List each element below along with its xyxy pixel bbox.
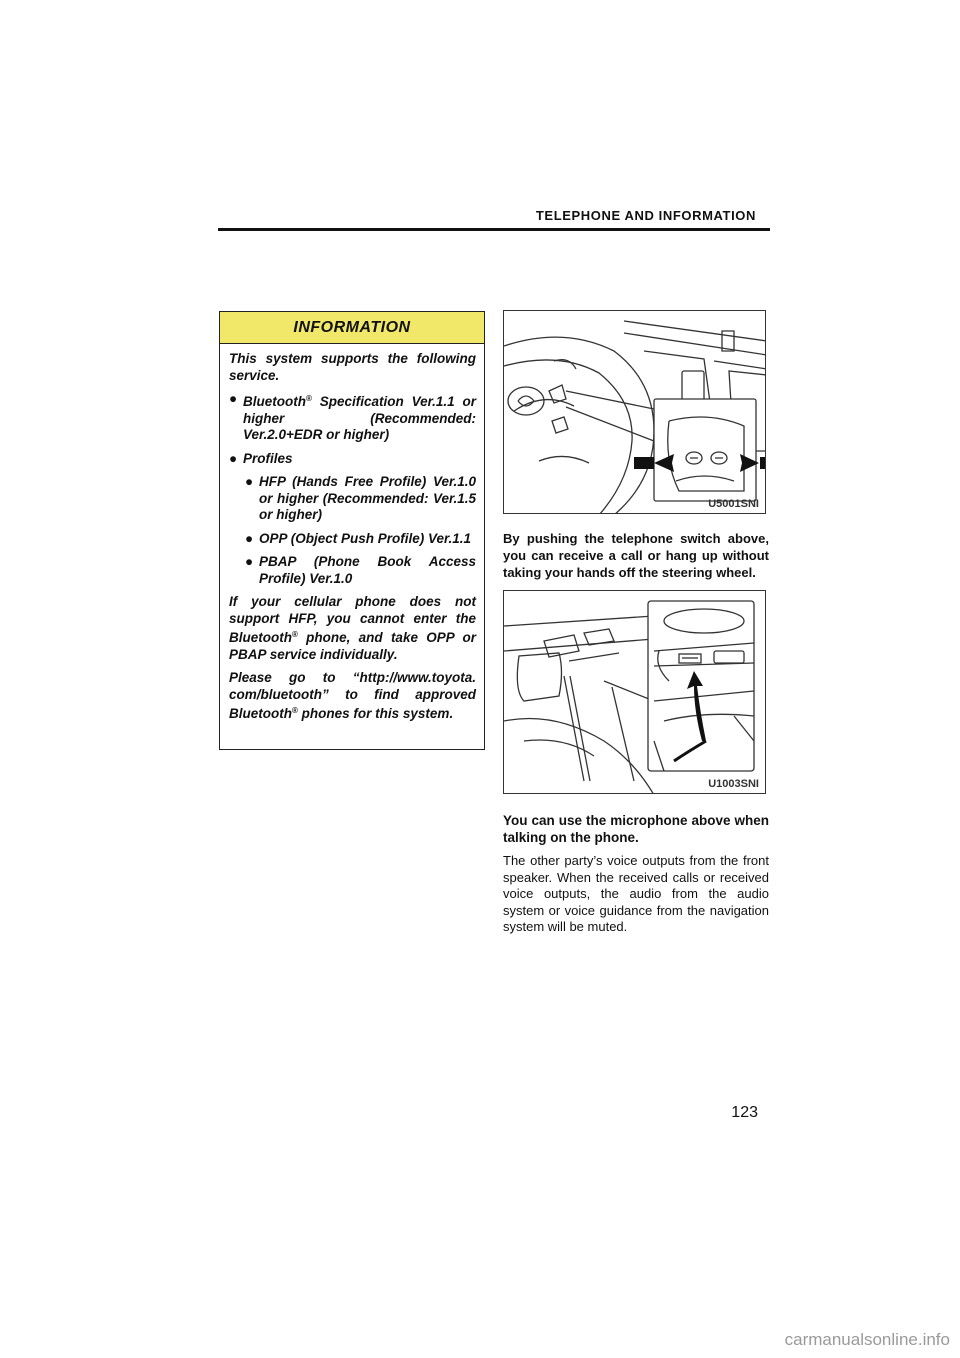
bluetooth-spec-text: Specification Ver.1.1 or higher (Recommended: Ver.2.0+EDR or higher) (243, 394, 476, 442)
hfp-note (229, 594, 476, 663)
microphone-illustration (503, 590, 766, 794)
bullet-icon: ● (245, 554, 254, 569)
profiles-label: Profiles (243, 450, 293, 466)
url-note (229, 670, 476, 723)
page-number: 123 (731, 1104, 758, 1121)
steering-wheel-drawing (504, 311, 766, 514)
profile-item (229, 554, 476, 587)
section-title: TELEPHONE AND INFORMATION (535, 208, 756, 223)
bullet-icon: ● (245, 474, 254, 489)
profile-text: PBAP (Phone Book Access Profile) Ver.1.0 (259, 554, 476, 586)
steering-switch-illustration (503, 310, 766, 514)
url-note-text: phones for this system. (297, 706, 454, 721)
hfp-note-text: phone, and take OPP or PBAP service individually. (229, 630, 476, 662)
registered-mark: ® (306, 394, 312, 403)
bluetooth-spec-item (229, 391, 476, 444)
profile-item (229, 531, 476, 548)
url-note-text: Please go to “http://www.toyota. com/bluetooth” to find approved (229, 670, 476, 702)
figure-code: U1003SNI (708, 778, 759, 790)
voice-output-text: The other party’s voice outputs from the front speaker. When the received calls or received voice outputs, the audio from the audio system or voice guidance from the navigation system will be muted. (503, 853, 769, 934)
hfp-note-text: If your cellular phone does not support HFP, you cannot enter the (229, 594, 476, 626)
bullet-icon: ● (229, 450, 238, 466)
info-intro: This system supports the following service. (229, 351, 476, 383)
header-rule (218, 228, 770, 231)
registered-mark: ® (292, 630, 298, 639)
bluetooth-brand: Bluetooth (229, 630, 292, 645)
profiles-item (229, 451, 476, 468)
steering-switch-caption: By pushing the telephone switch above, you can receive a call or hang up without taking your hands off the steering wheel. (503, 531, 769, 580)
microphone-caption: You can use the microphone above when talking on the phone. (503, 813, 769, 845)
bluetooth-brand: Bluetooth (229, 706, 292, 721)
profile-text: HFP (Hands Free Profile) Ver.1.0 or higher (Recommended: Ver.1.5 or higher) (259, 474, 476, 522)
figure-code: U5001SNI (708, 498, 759, 510)
registered-mark: ® (292, 706, 298, 715)
bluetooth-brand: Bluetooth (243, 394, 306, 409)
information-body (220, 344, 484, 723)
profile-item (229, 474, 476, 524)
bullet-icon: ● (229, 391, 238, 406)
information-header: INFORMATION (220, 312, 484, 344)
overhead-console-drawing (504, 591, 766, 794)
profile-text: OPP (Object Push Profile) Ver.1.1 (259, 530, 472, 546)
watermark: carmanualsonline.info (784, 1330, 950, 1349)
information-box (219, 311, 485, 750)
bullet-icon: ● (245, 530, 254, 546)
